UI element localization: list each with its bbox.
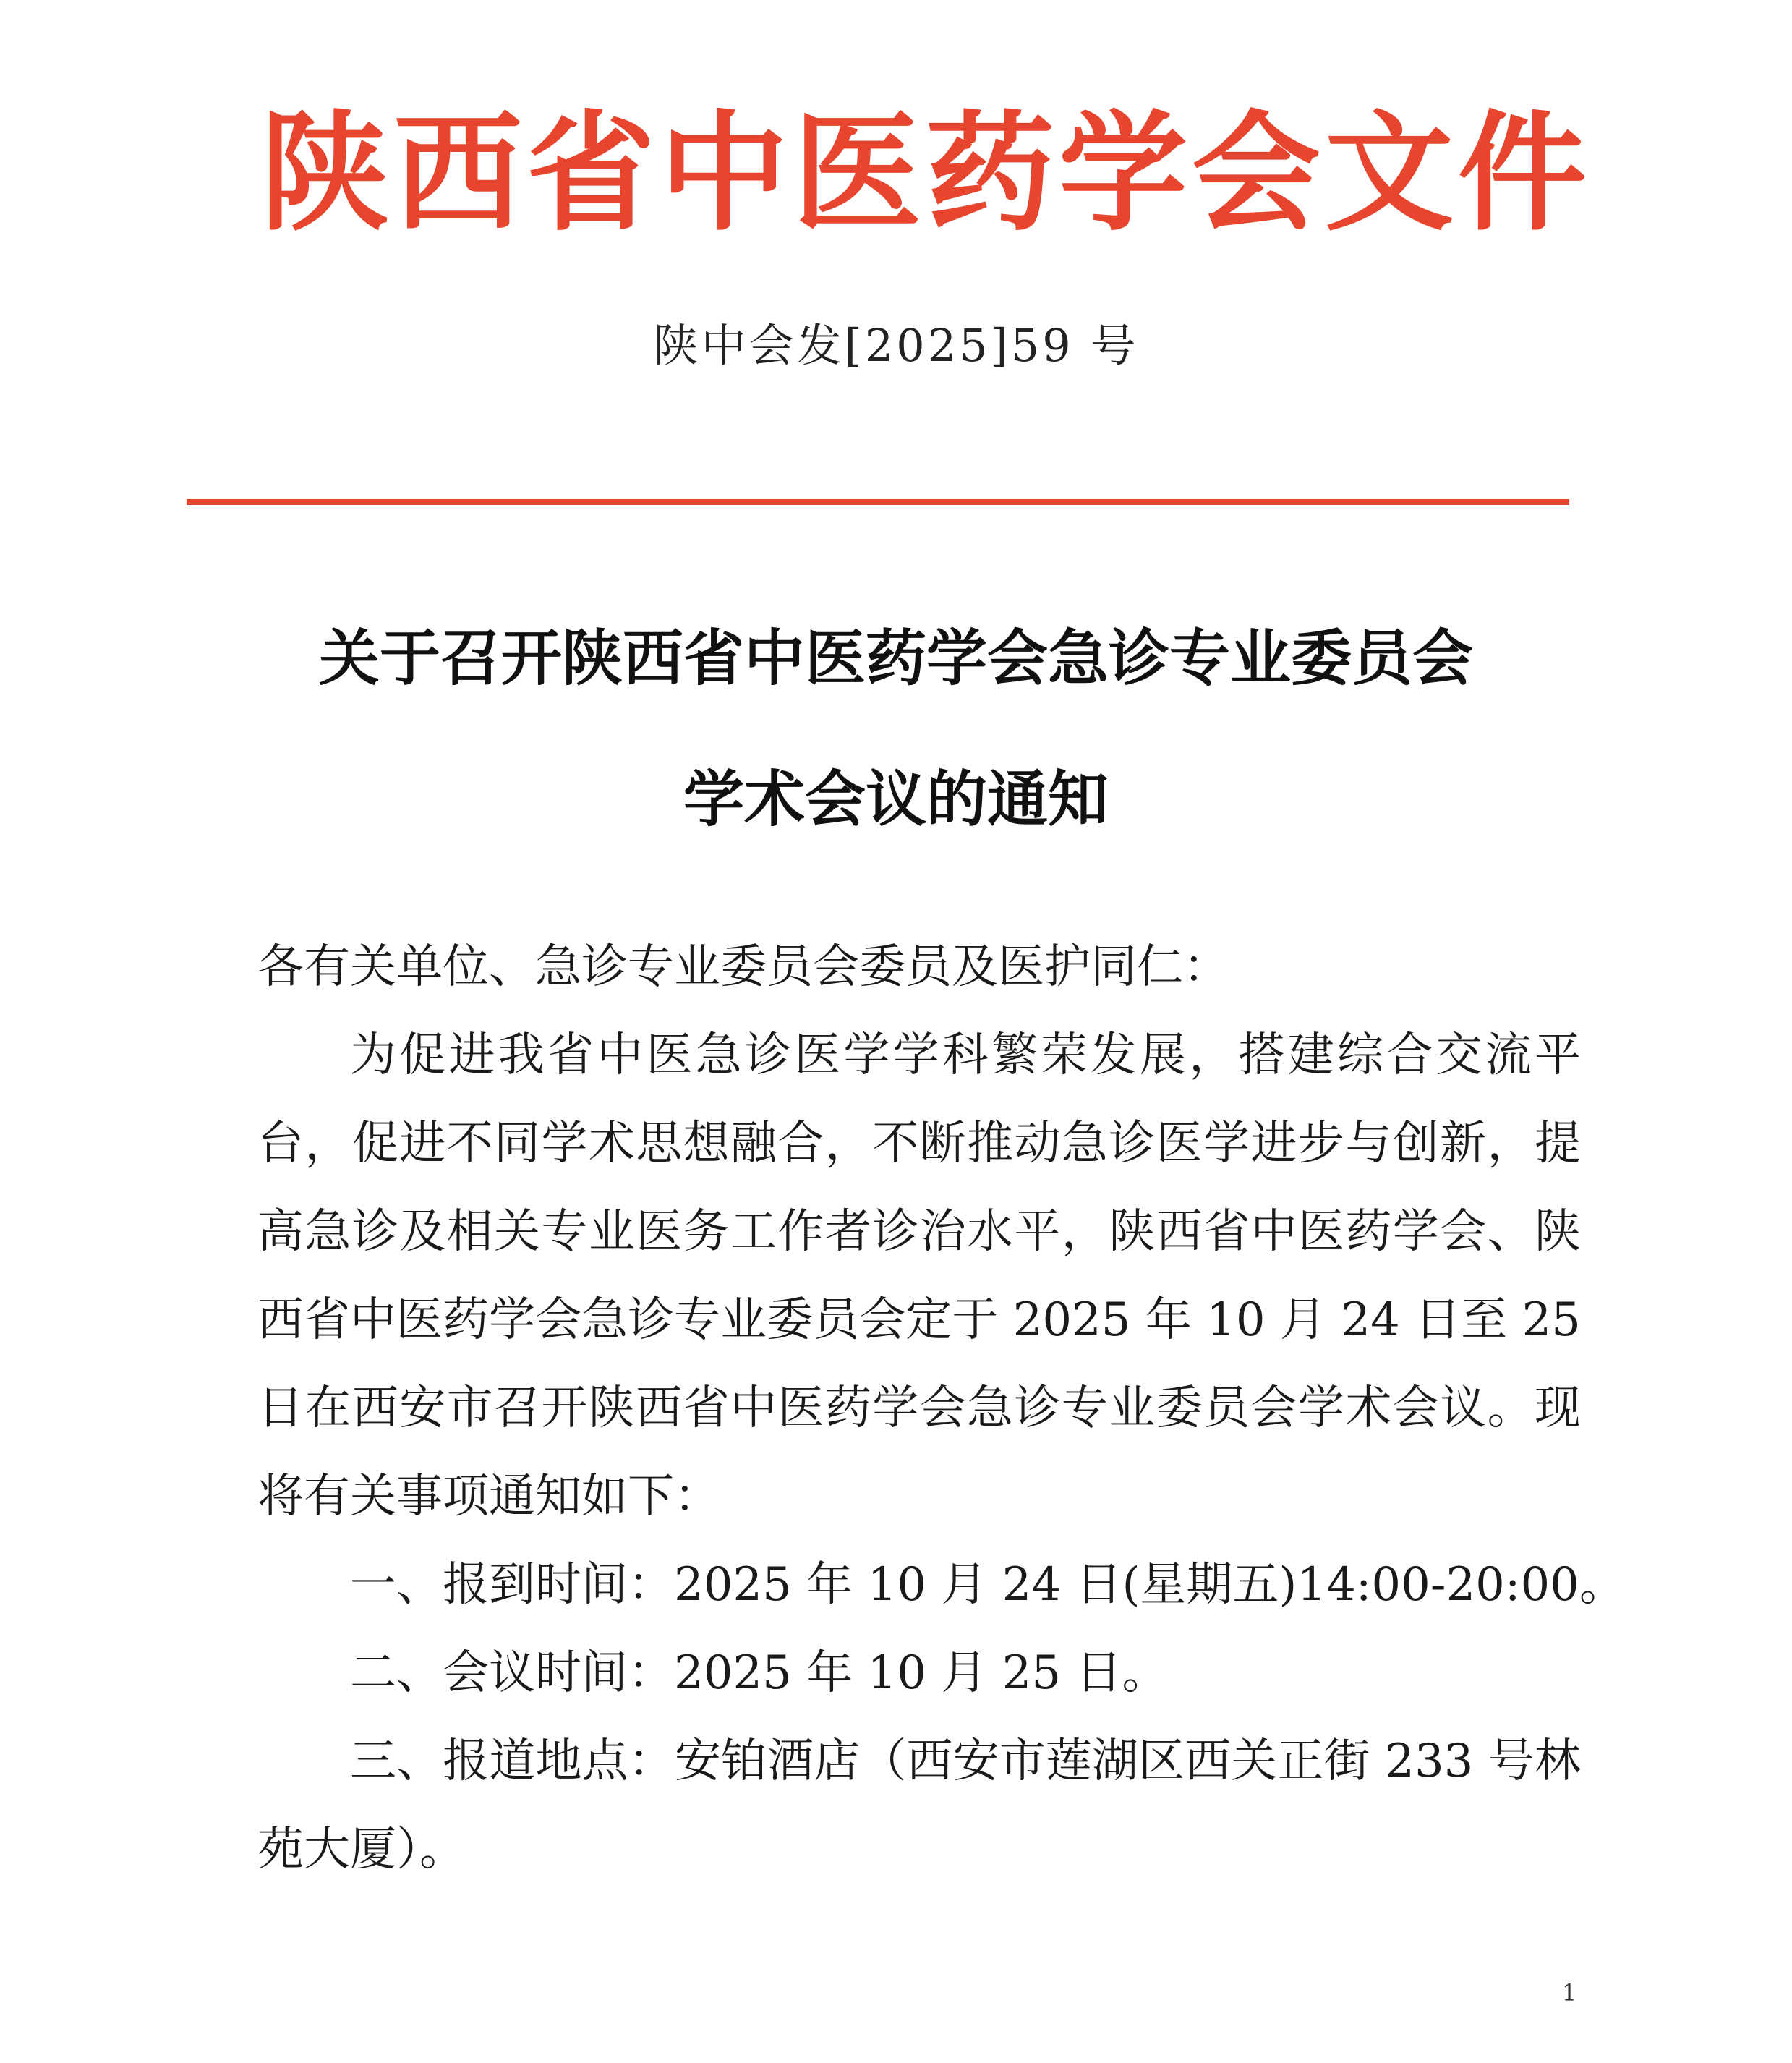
red-separator-line (187, 499, 1569, 505)
document-number: 陕中会发[2025]59 号 (653, 319, 1139, 372)
item-registration-location: 三、报道地点：安铂酒店（西安市莲湖区西关正街 233 号林苑大厦）。 (257, 1735, 1581, 1876)
item-meeting-time: 二、会议时间：2025 年 10 月 25 日。 (350, 1646, 1169, 1700)
page-number: 1 (1561, 1979, 1577, 2007)
item-registration-time: 一、报到时间：2025 年 10 月 24 日(星期五)14:00-20:00。 (350, 1558, 1626, 1612)
notice-title-line-2: 学术会议的通知 (683, 764, 1109, 835)
notice-title-line-1: 关于召开陕西省中医药学会急诊专业委员会 (318, 623, 1473, 694)
salutation: 各有关单位、急诊专业委员会委员及医护同仁： (257, 940, 1229, 994)
issuer-header-title: 陕西省中医药学会文件 (260, 98, 1591, 248)
intro-paragraph: 为促进我省中医急诊医学学科繁荣发展，搭建综合交流平台，促进不同学术思想融合，不断推动急诊医学进步与创新，提高急诊及相关专业医务工作者诊治水平，陕西省中医药学会、陕西省中医药学会急诊专业委员会定于 2025 年 10 月 24 日至 25 日在西安市召开陕西省中医药学会急诊专业委员会学术会议。现将有关事项通知如下： (257, 1029, 1581, 1523)
